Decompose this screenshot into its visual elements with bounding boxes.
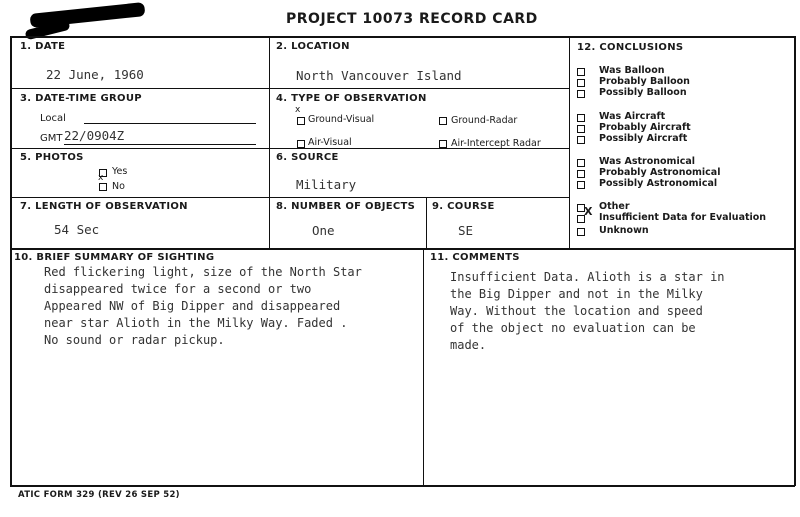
air-intercept-checkbox[interactable] <box>439 140 447 148</box>
photos-no-check-mark: x <box>98 173 104 183</box>
summary-line: Red flickering light, size of the North Star <box>44 265 362 279</box>
air-visual-checkbox[interactable] <box>297 140 305 148</box>
photos-no-checkbox[interactable] <box>99 183 107 191</box>
conclusion-label: Probably Astronomical <box>599 167 721 178</box>
comments-text <box>450 269 725 354</box>
card-title: PROJECT 10073 RECORD CARD <box>286 11 538 27</box>
num-objects-label: 8. NUMBER OF OBJECTS <box>276 201 416 212</box>
source-value: Military <box>296 177 357 192</box>
conclusion-label: Unknown <box>599 225 649 236</box>
summary-line: Appeared NW of Big Dipper and disappeared <box>44 299 341 313</box>
conclusion-checkbox[interactable] <box>577 79 585 87</box>
conclusion-label: Other <box>599 201 630 212</box>
ground-visual-check-mark: x <box>295 105 301 115</box>
summary-line: No sound or radar pickup. <box>44 333 225 347</box>
date-label: 1. DATE <box>20 41 66 52</box>
source-label: 6. SOURCE <box>276 152 339 163</box>
ground-radar-checkbox[interactable] <box>439 117 447 125</box>
comments-line: of the object no evaluation can be <box>450 321 696 335</box>
course-value: SE <box>458 223 474 238</box>
summary-line: disappeared twice for a second or two <box>44 282 312 296</box>
conclusion-checkbox[interactable] <box>577 181 585 189</box>
insufficient-data-check-mark: X <box>584 205 593 218</box>
conclusion-label: Insufficient Data for Evaluation <box>599 212 767 223</box>
ground-visual-option: Ground-Visual <box>308 114 375 125</box>
gmt-value: 22/0904Z <box>64 128 125 143</box>
gmt-label: GMT <box>40 133 63 144</box>
course-label: 9. COURSE <box>432 201 495 212</box>
local-label: Local <box>40 113 66 124</box>
photos-yes-option: Yes <box>112 166 128 177</box>
conclusion-checkbox[interactable] <box>577 125 585 133</box>
ground-radar-option: Ground-Radar <box>451 115 518 126</box>
comments-line: made. <box>450 338 487 352</box>
conclusion-checkbox[interactable] <box>577 228 585 236</box>
dtg-label: 3. DATE-TIME GROUP <box>20 93 142 104</box>
summary-label: 10. BRIEF SUMMARY OF SIGHTING <box>14 252 215 263</box>
conclusion-label: Was Astronomical <box>599 156 696 167</box>
conclusion-label: Probably Aircraft <box>599 122 691 133</box>
photos-no-option: No <box>112 181 125 192</box>
conclusion-checkbox[interactable] <box>577 136 585 144</box>
conclusion-checkbox[interactable] <box>577 170 585 178</box>
conclusion-checkbox[interactable] <box>577 159 585 167</box>
location-value: North Vancouver Island <box>296 68 462 83</box>
comments-line: the Big Dipper and not in the Milky <box>450 287 703 301</box>
type-obs-label: 4. TYPE OF OBSERVATION <box>276 93 427 104</box>
num-objects-value: One <box>312 223 335 238</box>
comments-line: Insufficient Data. Alioth is a star in <box>450 270 725 284</box>
conclusion-label: Possibly Balloon <box>599 87 687 98</box>
air-intercept-option: Air-Intercept Radar <box>451 138 541 149</box>
air-visual-option: Air-Visual <box>308 137 352 148</box>
date-value: 22 June, 1960 <box>46 67 144 82</box>
photos-label: 5. PHOTOS <box>20 152 84 163</box>
form-id: ATIC FORM 329 (REV 26 SEP 52) <box>18 490 180 500</box>
conclusion-label: Was Aircraft <box>599 111 666 122</box>
length-label: 7. LENGTH OF OBSERVATION <box>20 201 188 212</box>
location-label: 2. LOCATION <box>276 41 350 52</box>
conclusion-label: Possibly Aircraft <box>599 133 688 144</box>
conclusion-label: Was Balloon <box>599 65 665 76</box>
length-value: 54 Sec <box>54 222 100 237</box>
ground-visual-checkbox[interactable] <box>297 117 305 125</box>
summary-text <box>44 264 362 349</box>
conclusion-checkbox[interactable] <box>577 68 585 76</box>
conclusion-checkbox[interactable] <box>577 114 585 122</box>
summary-line: near star Alioth in the Milky Way. Faded . <box>44 316 348 330</box>
comments-label: 11. COMMENTS <box>430 252 520 263</box>
conclusion-label: Possibly Astronomical <box>599 178 718 189</box>
comments-line: Way. Without the location and speed <box>450 304 703 318</box>
conclusion-label: Probably Balloon <box>599 76 690 87</box>
conclusion-checkbox[interactable] <box>577 90 585 98</box>
conclusions-label: 12. CONCLUSIONS <box>577 42 684 53</box>
